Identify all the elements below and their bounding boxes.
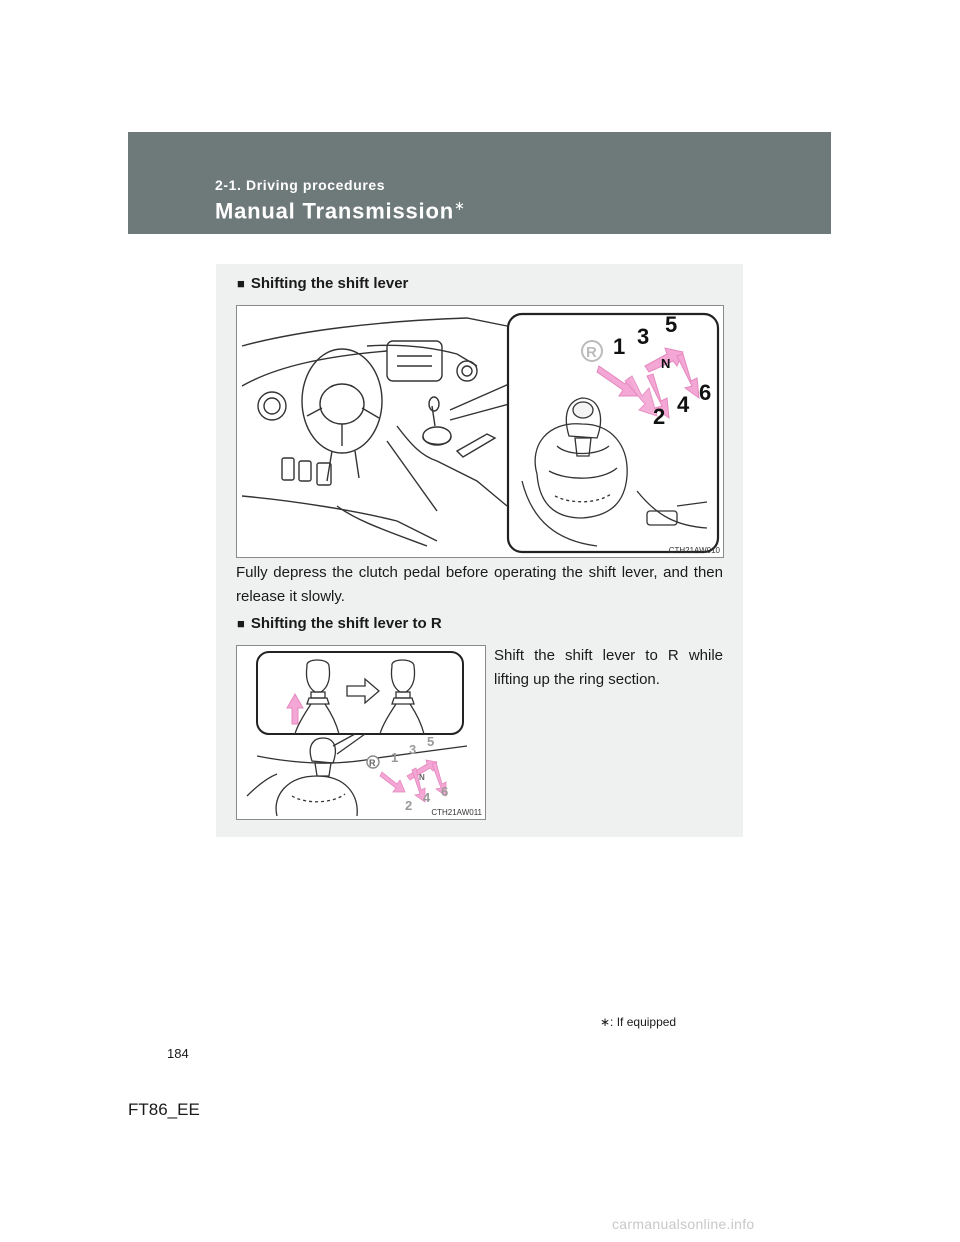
pattern-label-r: R [586,344,597,361]
footnote: ∗: If equipped [600,1015,677,1029]
bullet-icon: ■ [237,276,245,291]
pattern-label-6: 6 [699,380,712,405]
section-label: 2-1. Driving procedures [215,177,386,193]
pattern-label-2: 2 [653,404,666,429]
pattern-small-label-r: R [369,758,376,768]
figure-shift-lever [236,305,724,558]
pattern-small-label-1: 1 [391,750,399,765]
title-asterisk: ∗ [453,198,466,213]
header-band [128,132,831,234]
doc-code: FT86_EE [128,1100,200,1119]
watermark: carmanualsonline.info [612,1216,755,1232]
pattern-label-5: 5 [665,312,678,337]
shift-pattern-large [237,306,723,557]
heading-shifting-text: Shifting the shift lever [250,275,409,292]
figure-code: CTH21AW010 [668,546,720,555]
shift-to-r-illustration [237,646,485,819]
page-title-text: Manual Transmission [215,198,454,224]
page-title [215,198,466,224]
heading-shifting [237,275,408,292]
pattern-label-n: N [661,356,671,371]
pattern-small-label-5: 5 [427,734,435,749]
content-panel [216,264,743,837]
pattern-label-1: 1 [613,334,626,359]
figure-shift-to-r [236,645,486,820]
page-number: 184 [167,1046,189,1061]
bullet-icon: ■ [237,616,245,631]
figure-code: CTH21AW011 [431,808,482,817]
heading-shifting-to-r-text: Shifting the shift lever to R [250,615,442,632]
pattern-label-4: 4 [677,392,690,417]
pattern-small-label-6: 6 [441,784,449,799]
pattern-small-label-3: 3 [409,742,417,757]
pattern-label-3: 3 [637,324,650,349]
heading-shifting-to-r [237,615,442,632]
body-shifting-to-r: Shift the shift lever to R while lifting up the ring section. [494,647,723,688]
body-shifting: Fully depress the clutch pedal before operating the shift lever, and then release it slowly. [236,564,723,605]
pattern-small-label-n: N [419,773,425,782]
pattern-small-label-2: 2 [405,798,413,813]
pattern-small-label-4: 4 [423,790,431,805]
